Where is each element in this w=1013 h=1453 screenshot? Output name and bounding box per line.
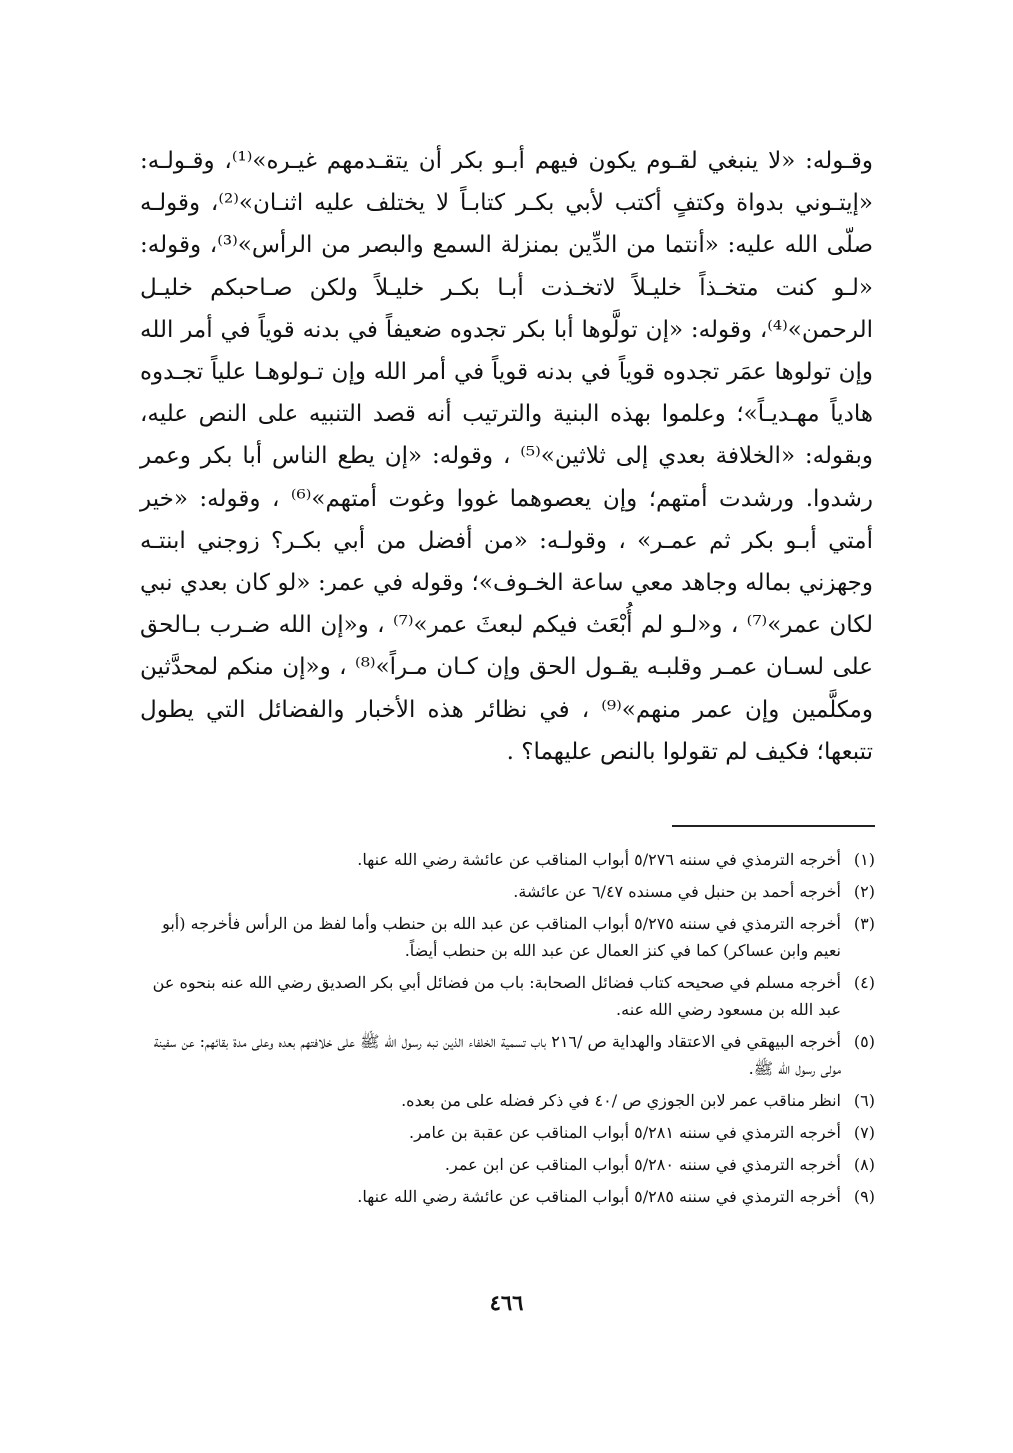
footnote-4 [140, 969, 875, 1023]
footnote-number: (٨) [853, 1155, 875, 1174]
footnote-number: (٩) [853, 1187, 875, 1206]
footnote-text: أخرجه الترمذي في سننه ٥/٢٧٦ أبواب المناقب عن عائشة رضي الله عنها. [357, 850, 841, 869]
footnote-text: أخرجه الترمذي في سننه ٥/٢٨١ أبواب المناقب عن عقبة بن عامر. [409, 1123, 841, 1142]
footnote-8 [140, 1151, 875, 1178]
footnote-6 [140, 1087, 875, 1114]
footnote-text: أخرجه الترمذي في سننه ٥/٢٨٥ أبواب المناقب عن عائشة رضي الله عنها. [357, 1187, 841, 1206]
footnote-separator [672, 825, 875, 827]
footnote-text: أخرجه أحمد بن حنبل في مسنده ٦/٤٧ عن عائشة. [513, 882, 841, 901]
footnote-number: (٣) [853, 914, 875, 933]
footnote-3 [140, 910, 875, 964]
footnote-text: أخرجه البيهقي في الاعتقاد والهداية ص /٢١٦ باب تسمية الخلفاء الذين نبه رسول الله ﷺ على خلافتهم بعده وعلى مدة بقائهم: عن سفينة مولى رسول الله ﷺ. [153, 1032, 841, 1078]
footnote-number: (٥) [853, 1032, 875, 1051]
main-text [140, 140, 873, 773]
footnote-text: أخرجه الترمذي في سننه ٥/٢٧٥ أبواب المناقب عن عبد الله بن حنطب وأما لفظ من الرأس فأخرجه (أبو نعيم وابن عساكر) كما في كنز العمال عن عبد الله بن حنطب أيضاً. [162, 914, 841, 960]
footnote-5 [140, 1028, 875, 1082]
footnote-number: (١) [853, 850, 875, 869]
body-paragraph: وقـوله: «لا ينبغي لقـوم يكون فيهم أبـو بكر أن يتقـدمهم غيـره»⁽¹⁾، وقـولـه: «إيتـوني بدواة وكتفٍ أكتب لأبي بكـر كتابـاً لا يختلف عليه اثنـان»⁽²⁾، وقولـه صلّى الله عليه: «أنتما من الدِّين بمنزلة السمع والبصر من الرأس»⁽³⁾، وقوله: «لـو كنت متخـذاً خليـلاً لاتخـذت أبـا بكـر خليـلاً ولكن صـاحبكم خليـل الرحمن»⁽⁴⁾، وقوله: «إن تولَّوها أبا بكر تجدوه ضعيفاً في بدنه قوياً في أمر الله وإن تولوها عمَر تجدوه قوياً في بدنه قوياً في أمر الله وإن تـولوهـا علياً تجـدوه هادياً مهـديـاً»؛ وعلموا بهذه البنية والترتيب أنه قصد التنبيه على النص عليه، وبقوله: «الخلافة بعدي إلى ثلاثين»⁽⁵⁾ ، وقوله: «إن يطع الناس أبا بكر وعمر رشدوا. ورشدت أمتهم؛ وإن يعصوهما غووا وغوت أمتهم»⁽⁶⁾ ، وقوله: «خير أمتي أبـو بكر ثم عمـر» ، وقولـه: «من أفضل من أبي بكـر؟ زوجني ابنتـه وجهزني بماله وجاهد معي ساعة الخـوف»؛ وقوله في عمر: «لو كان بعدي نبي لكان عمر»⁽⁷⁾ ، و«لـو لم أُبْعَث فيكم لبعثَ عمر»⁽⁷⁾ ، و«إن الله ضـرب بـالحق على لسـان عمـر وقلبـه يقـول الحق وإن كـان مـراً»⁽⁸⁾ ، و«إن منكم لمحدَّثين ومكلَّمين وإن عمر منهم»⁽⁹⁾ ، في نظائر هذه الأخبار والفضائل التي يطول تتبعها؛ فكيف لم تقولوا بالنص عليهما؟ . [140, 148, 874, 765]
footnote-text: أخرجه مسلم في صحيحه كتاب فضائل الصحابة: باب من فضائل أبي بكر الصديق رضي الله عنه بنحوه عن عبد الله بن مسعود رضي الله عنه. [152, 973, 841, 1019]
footnote-text: انظر مناقب عمر لابن الجوزي ص /٤٠ في ذكر فضله على من بعده. [401, 1091, 841, 1110]
footnote-7 [140, 1119, 875, 1146]
footnote-number: (٤) [853, 973, 875, 992]
footnote-text: أخرجه الترمذي في سننه ٥/٢٨٠ أبواب المناقب عن ابن عمر. [444, 1155, 841, 1174]
footnote-number: (٢) [853, 882, 875, 901]
footnote-9 [140, 1183, 875, 1210]
footnote-number: (٦) [853, 1091, 875, 1110]
footnote-1 [140, 846, 875, 873]
footnote-2 [140, 878, 875, 905]
footnote-number: (٧) [853, 1123, 875, 1142]
footnotes-list [140, 846, 875, 1215]
page-number: ٤٦٦ [489, 1290, 524, 1315]
